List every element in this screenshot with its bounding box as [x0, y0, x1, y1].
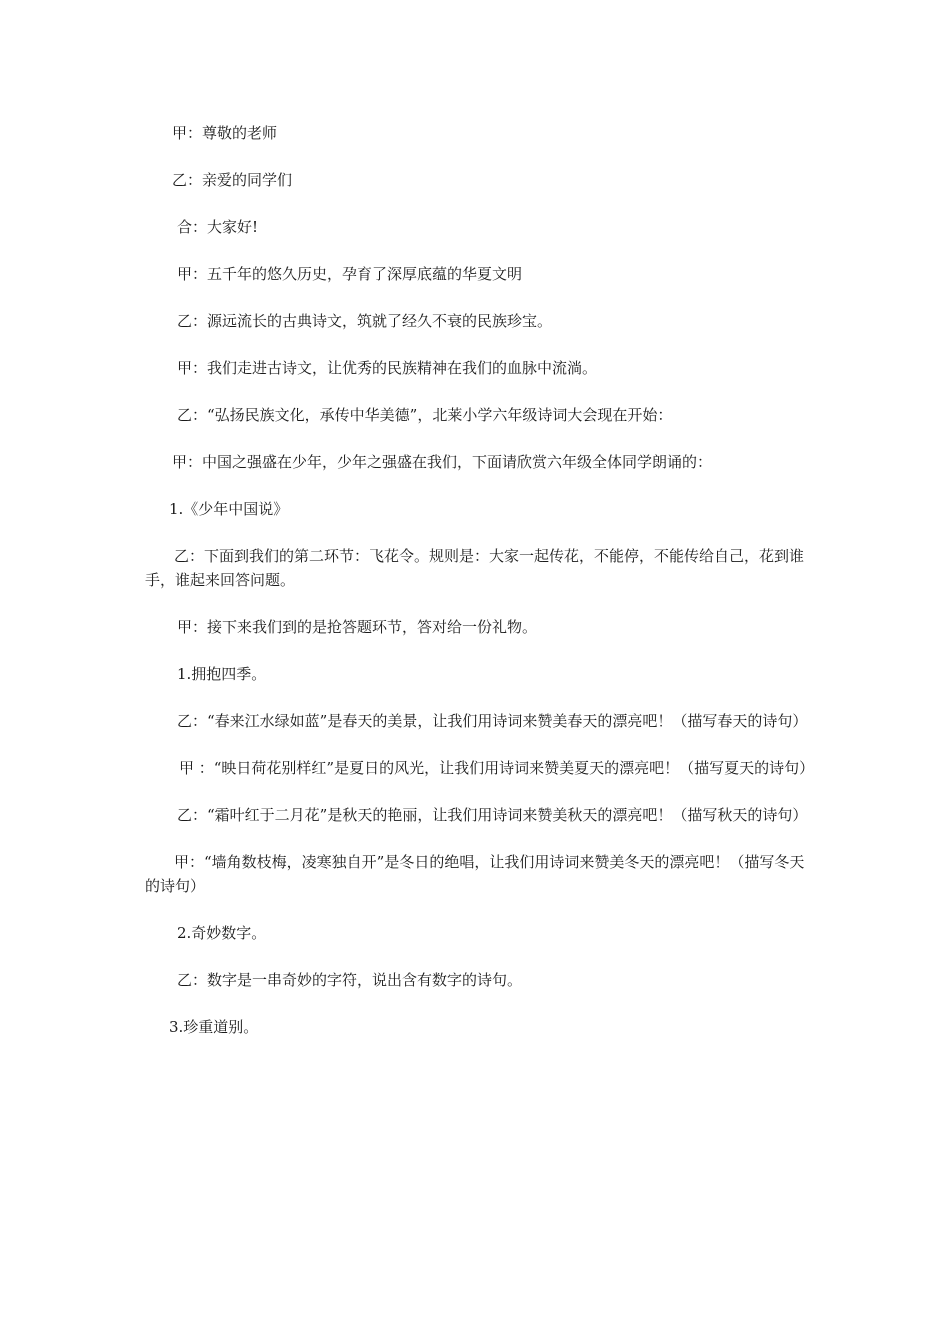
paragraph-item-shaonian: 1.《少年中国说》	[169, 500, 289, 518]
paragraph-winter: 甲：“墙角数枝梅，凌寒独自开”是冬日的绝唱，让我们用诗词来赞美冬天的漂亮吧！（描写冬天的诗句）	[145, 853, 805, 895]
paragraph-spring: 乙：“春来江水绿如蓝”是春天的美景，让我们用诗词来赞美春天的漂亮吧！（描写春天的诗句）	[177, 712, 808, 730]
paragraph-opening: 乙：“弘扬民族文化，承传中华美德”，北莱小学六年级诗词大会现在开始：	[177, 406, 673, 424]
paragraph-classics: 乙：源远流长的古典诗文，筑就了经久不衰的民族珍宝。	[177, 312, 553, 330]
paragraph-greeting-all: 合：大家好!	[177, 218, 259, 236]
paragraph-history: 甲：五千年的悠久历史，孕育了深厚底蕴的华夏文明	[177, 265, 523, 283]
paragraph-feihualing: 乙：下面到我们的第二环节：飞花令。规则是：大家一起传花，不能停，不能传给自己，花到谁手，谁起来回答问题。	[145, 547, 805, 589]
paragraph-spirit: 甲：我们走进古诗文，让优秀的民族精神在我们的血脉中流淌。	[177, 359, 598, 377]
paragraph-greeting-teachers: 甲：尊敬的老师	[172, 124, 278, 142]
paragraph-numbers-heading: 2.奇妙数字。	[177, 924, 267, 942]
paragraph-numbers: 乙：数字是一串奇妙的字符，说出含有数字的诗句。	[177, 971, 523, 989]
paragraph-summer: 甲 ：“映日荷花别样红”是夏日的风光，让我们用诗词来赞美夏天的漂亮吧！（描写夏天的诗句）	[179, 759, 815, 777]
paragraph-seasons-heading: 1.拥抱四季。	[177, 665, 267, 683]
paragraph-quiz-intro: 甲：接下来我们到的是抢答题环节，答对给一份礼物。	[177, 618, 538, 636]
paragraph-autumn: 乙：“霜叶红于二月花”是秋天的艳丽，让我们用诗词来赞美秋天的漂亮吧！（描写秋天的诗句）	[177, 806, 808, 824]
paragraph-farewell-heading: 3.珍重道别。	[169, 1018, 259, 1036]
paragraph-greeting-students: 乙：亲爱的同学们	[172, 171, 293, 189]
paragraph-recitation-intro: 甲：中国之强盛在少年，少年之强盛在我们，下面请欣赏六年级全体同学朗诵的：	[172, 453, 713, 471]
document-body	[145, 121, 815, 1062]
